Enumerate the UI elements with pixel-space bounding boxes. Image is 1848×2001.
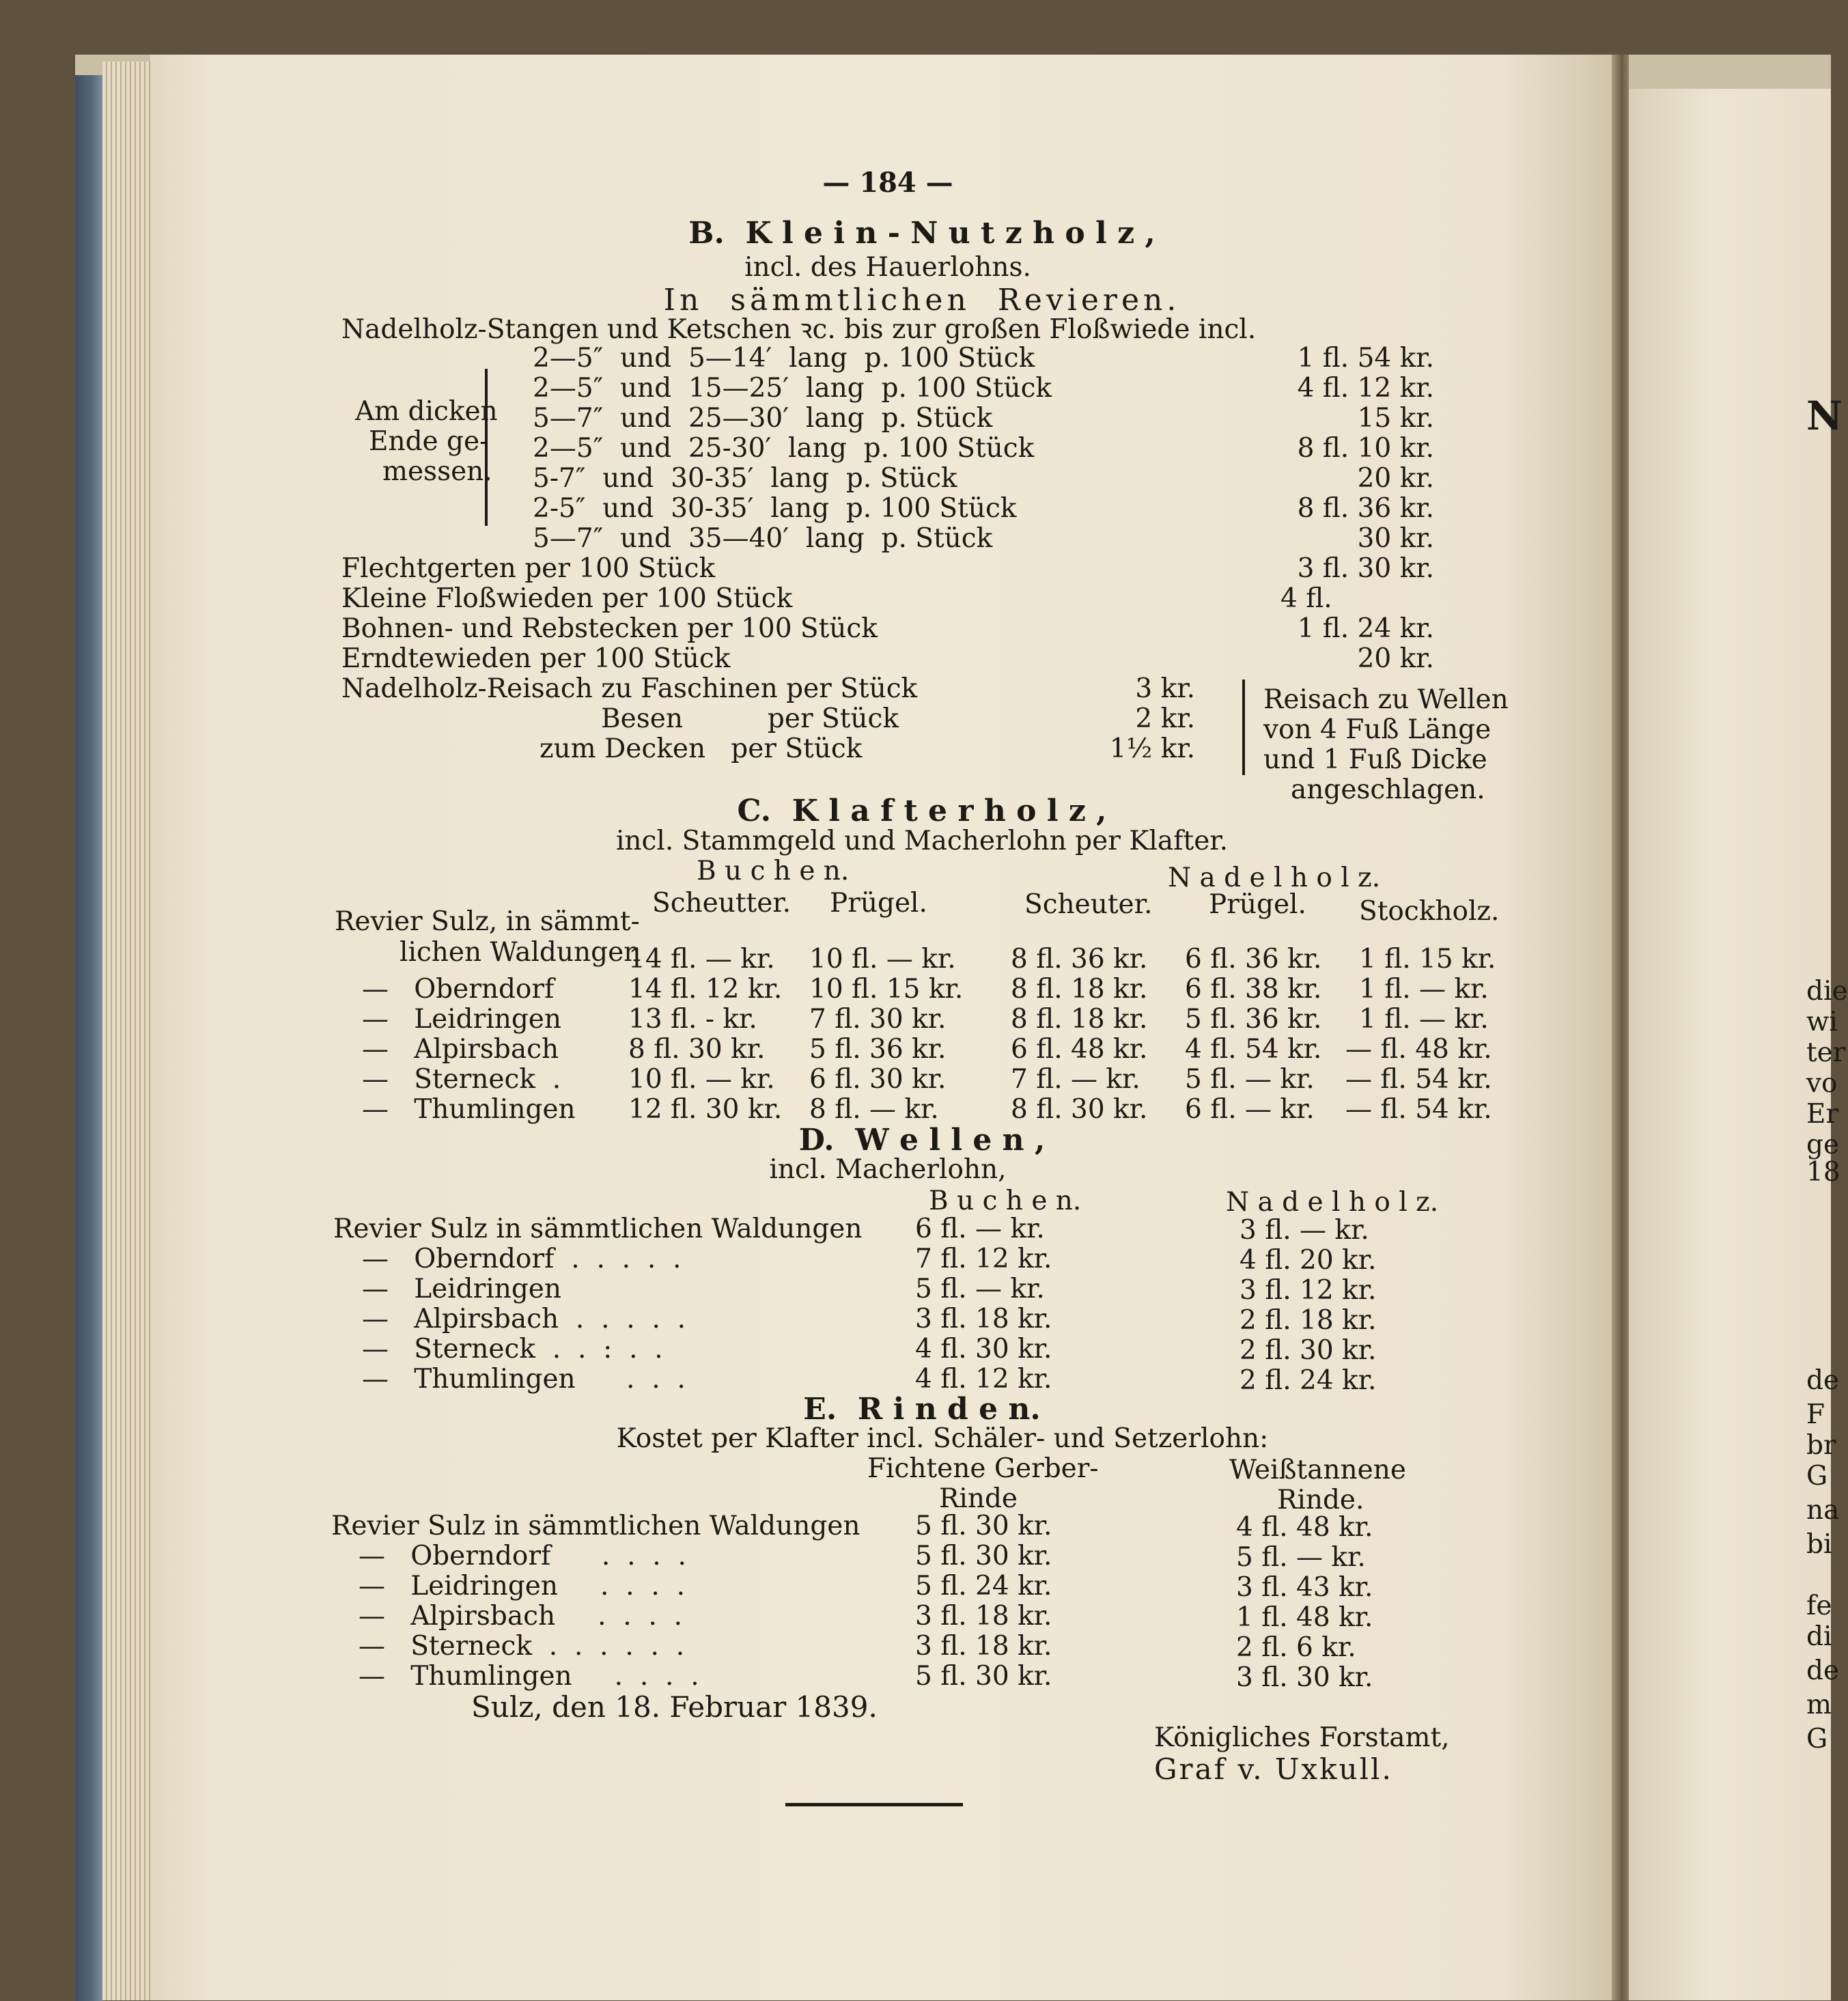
col-header: Scheuter. [1024, 889, 1153, 920]
side-label-1: Am dicken [355, 396, 498, 427]
row-label: lichen Waldungen [400, 937, 641, 968]
list-item-price: 20 kr. [1357, 463, 1434, 494]
table-cell: 3 fl. 18 kr. [915, 1304, 1052, 1334]
page-number: — 184 — [822, 167, 953, 199]
table-cell: 5 fl. — kr. [915, 1274, 1045, 1304]
next-page-fragment: m [1806, 1690, 1832, 1720]
row-label: — Thumlingen . . . [362, 1364, 686, 1395]
group-nadelholz: N a d e l h o l z. [1168, 863, 1381, 893]
next-page-fragment: br [1806, 1430, 1836, 1461]
row-label: — Sterneck . . . . . . [359, 1631, 685, 1662]
table-cell: 6 fl. 36 kr. [1185, 944, 1322, 975]
list-item: 5—7″ und 25—30′ lang p. Stück [533, 403, 993, 434]
table-cell: 8 fl. 30 kr. [628, 1034, 766, 1065]
row-label: Revier Sulz, in sämmt- [335, 906, 640, 937]
next-page-fragment: G [1806, 1724, 1828, 1754]
place-date: Sulz, den 18. Februar 1839. [471, 1690, 878, 1724]
col-buchen: B u c h e n. [929, 1186, 1082, 1216]
next-page-fragment: fe [1806, 1591, 1832, 1621]
table-cell: 7 fl. 12 kr. [915, 1244, 1052, 1274]
next-page-fragment: di [1806, 1621, 1832, 1652]
table-cell: 10 fl. — kr. [809, 944, 956, 975]
row-label: — Leidringen [362, 1004, 562, 1035]
row-label: Revier Sulz in sämmtlichen Waldungen [333, 1214, 863, 1244]
table-cell: 5 fl. 30 kr. [915, 1541, 1052, 1571]
table-cell: — fl. 54 kr. [1345, 1064, 1492, 1095]
table-cell: 8 fl. 36 kr. [1011, 944, 1148, 975]
table-cell: 3 fl. 30 kr. [1236, 1662, 1373, 1693]
col-fichtene-2: Rinde [939, 1483, 1018, 1514]
table-cell: 1 fl. — kr. [1359, 1004, 1489, 1035]
table-cell: 5 fl. 30 kr. [915, 1511, 1052, 1541]
table-cell: 10 fl. — kr. [628, 1064, 775, 1095]
table-cell: 5 fl. 36 kr. [1185, 1004, 1322, 1035]
list-item: 5—7″ und 35—40′ lang p. Stück [533, 523, 993, 554]
table-cell: 3 fl. 43 kr. [1236, 1572, 1373, 1603]
section-d-subtitle: incl. Macherlohn, [769, 1154, 1007, 1185]
list-item-price: 1 fl. 24 kr. [1297, 613, 1434, 644]
table-cell: 5 fl. 30 kr. [915, 1661, 1052, 1692]
table-cell: 5 fl. 24 kr. [915, 1571, 1052, 1601]
col-weisstanne-2: Rinde. [1277, 1485, 1364, 1515]
next-page-fragment: ge [1806, 1130, 1840, 1160]
decken-price: 1½ kr. [1109, 733, 1195, 764]
list-item: 2—5″ und 25-30′ lang p. 100 Stück [533, 433, 1035, 464]
table-cell: 4 fl. 20 kr. [1240, 1245, 1377, 1276]
next-page-fragment: de [1806, 1655, 1840, 1686]
next-page-fragment: 18 [1806, 1157, 1840, 1188]
table-cell: 12 fl. 30 kr. [628, 1094, 783, 1125]
table-cell: 8 fl. — kr. [809, 1094, 939, 1125]
table-cell: 13 fl. - kr. [628, 1004, 757, 1035]
reisach-note-2: von 4 Fuß Länge [1263, 714, 1492, 745]
next-page-fragment: G [1806, 1461, 1828, 1492]
row-label: — Alpirsbach . . . . . [362, 1304, 686, 1334]
table-cell: 4 fl. 12 kr. [915, 1364, 1052, 1395]
row-label: — Thumlingen [362, 1094, 576, 1125]
table-cell: 5 fl. 36 kr. [809, 1034, 947, 1065]
group-buchen: B u c h e n. [697, 856, 850, 886]
section-b-heading: In sämmtlichen Revieren. [663, 283, 1181, 318]
table-cell: 14 fl. — kr. [628, 944, 775, 975]
table-cell: 5 fl. — kr. [1236, 1542, 1366, 1573]
next-page-fragment: bi [1806, 1529, 1832, 1560]
col-fichtene: Fichtene Gerber- [867, 1453, 1099, 1484]
office-name: Königliches Forstamt, [1154, 1722, 1450, 1753]
list-item-price: 20 kr. [1357, 643, 1434, 674]
table-cell: — fl. 54 kr. [1345, 1094, 1492, 1125]
table-cell: 6 fl. — kr. [915, 1214, 1045, 1244]
list-item: 2-5″ und 30-35′ lang p. 100 Stück [533, 493, 1017, 524]
table-cell: 6 fl. 38 kr. [1185, 974, 1322, 1005]
section-e-subtitle: Kostet per Klafter incl. Schäler- und Setzerlohn: [616, 1423, 1269, 1454]
table-cell: 6 fl. 30 kr. [809, 1064, 947, 1095]
table-cell: 3 fl. 18 kr. [915, 1631, 1052, 1662]
row-label: Revier Sulz in sämmtlichen Waldungen [331, 1511, 860, 1541]
next-page-fragment: Er [1806, 1099, 1839, 1130]
list-item-price: 4 fl. 12 kr. [1297, 373, 1434, 404]
reisach-brace [1233, 680, 1245, 775]
list-item: Bohnen- und Rebstecken per 100 Stück [341, 613, 878, 644]
side-label-brace [485, 369, 496, 526]
row-label: — Leidringen [362, 1274, 562, 1304]
table-cell: 1 fl. — kr. [1359, 974, 1489, 1005]
next-page-fragment: de [1806, 1365, 1840, 1396]
list-item-price: 1 fl. 54 kr. [1297, 343, 1434, 374]
table-cell: 4 fl. 54 kr. [1185, 1034, 1322, 1065]
col-header: Stockholz. [1359, 896, 1500, 927]
section-e-title: E. R i n d e n. [803, 1392, 1041, 1427]
list-item-price: 8 fl. 10 kr. [1297, 433, 1434, 464]
list-item: Flechtgerten per 100 Stück [341, 553, 716, 584]
next-page-fragment: F [1806, 1399, 1825, 1430]
table-cell: 1 fl. 15 kr. [1359, 944, 1496, 975]
table-cell: 8 fl. 18 kr. [1011, 1004, 1148, 1035]
table-cell: 2 fl. 24 kr. [1240, 1365, 1377, 1396]
table-cell: 2 fl. 6 kr. [1236, 1632, 1356, 1663]
next-page-fragment: wi [1806, 1007, 1838, 1037]
list-item: 2—5″ und 15—25′ lang p. 100 Stück [533, 373, 1052, 404]
list-item: Erndtewieden per 100 Stück [341, 643, 731, 674]
section-b-subtitle: incl. des Hauerlohns. [744, 252, 1031, 283]
row-label: — Thumlingen . . . . [359, 1661, 699, 1692]
reisach-label: Nadelholz-Reisach zu Faschinen per Stück [341, 673, 918, 704]
list-item: 5-7″ und 30-35′ lang p. Stück [533, 463, 957, 494]
table-cell: 2 fl. 18 kr. [1240, 1305, 1377, 1336]
reisach-note-4: angeschlagen. [1291, 774, 1485, 805]
side-label-3: messen. [382, 456, 492, 487]
col-nadelholz: N a d e l h o l z. [1226, 1187, 1439, 1218]
table-cell: 14 fl. 12 kr. [628, 974, 783, 1005]
list-item-price: 4 fl. [1280, 583, 1332, 614]
row-label: — Sterneck . [362, 1064, 561, 1095]
table-cell: — fl. 48 kr. [1345, 1034, 1492, 1065]
table-cell: 4 fl. 48 kr. [1236, 1512, 1373, 1543]
list-item-price: 8 fl. 36 kr. [1297, 493, 1434, 524]
reisach-note-1: Reisach zu Wellen [1263, 684, 1509, 715]
decken-label: zum Decken per Stück [540, 733, 863, 764]
row-label: — Sterneck . . : . . [362, 1334, 663, 1365]
reisach-price: 3 kr. [1135, 673, 1195, 704]
table-cell: 2 fl. 30 kr. [1240, 1335, 1377, 1366]
besen-label: Besen per Stück [601, 703, 899, 734]
col-header: Scheutter. [652, 888, 792, 919]
page-gutter [1612, 55, 1629, 2000]
row-label: — Alpirsbach . . . . [359, 1601, 683, 1632]
table-cell: 3 fl. 18 kr. [915, 1601, 1052, 1632]
signature: Graf v. Uxkull. [1154, 1752, 1393, 1786]
table-cell: 10 fl. 15 kr. [809, 974, 964, 1005]
reisach-note-3: und 1 Fuß Dicke [1263, 744, 1487, 775]
table-cell: 7 fl. — kr. [1011, 1064, 1140, 1095]
next-page-fragment: die [1806, 976, 1848, 1007]
section-c-subtitle: incl. Stammgeld und Macherlohn per Klafter. [615, 826, 1229, 856]
list-item: 2—5″ und 5—14′ lang p. 100 Stück [533, 343, 1035, 374]
list-item-price: 30 kr. [1357, 523, 1434, 554]
book-spine [75, 75, 102, 2001]
table-cell: 4 fl. 30 kr. [915, 1334, 1052, 1365]
table-cell: 3 fl. — kr. [1240, 1215, 1369, 1246]
table-cell: 8 fl. 30 kr. [1011, 1094, 1148, 1125]
table-cell: 3 fl. 12 kr. [1240, 1275, 1377, 1306]
col-header: Prügel. [830, 888, 927, 919]
list-item-price: 15 kr. [1357, 403, 1434, 434]
next-page-fragment: na [1806, 1495, 1840, 1526]
side-label-2: Ende ge- [369, 426, 489, 457]
besen-price: 2 kr. [1135, 703, 1195, 734]
table-cell: 1 fl. 48 kr. [1236, 1602, 1373, 1633]
col-header: Prügel. [1209, 889, 1306, 920]
next-page-fragment: ter [1806, 1037, 1846, 1068]
section-b-title: B. K l e i n - N u t z h o l z , [688, 216, 1156, 251]
col-weisstanne: Weißtannene [1229, 1455, 1406, 1485]
row-label: — Leidringen . . . . [359, 1571, 685, 1601]
row-label: — Oberndorf [362, 974, 555, 1005]
end-rule [785, 1803, 963, 1806]
next-page-fragment: N [1806, 393, 1843, 439]
section-d-title: D. W e l l e n , [798, 1123, 1046, 1158]
table-cell: 5 fl. — kr. [1185, 1064, 1315, 1095]
table-cell: 6 fl. — kr. [1185, 1094, 1315, 1125]
row-label: — Alpirsbach [362, 1034, 559, 1065]
page-edges [102, 61, 150, 2000]
next-page-fragment: vo [1806, 1068, 1838, 1099]
section-c-title: C. K l a f t e r h o l z , [737, 794, 1107, 828]
table-cell: 6 fl. 48 kr. [1011, 1034, 1148, 1065]
row-label: — Oberndorf . . . . . [362, 1244, 682, 1274]
list-item: Kleine Floßwieden per 100 Stück [341, 583, 793, 614]
section-b-intro: Nadelholz-Stangen und Ketschen ꝛc. bis zur großen Floßwiede incl. [341, 314, 1257, 345]
table-cell: 7 fl. 30 kr. [809, 1004, 947, 1035]
list-item-price: 3 fl. 30 kr. [1297, 553, 1434, 584]
next-page-edge [1629, 89, 1831, 2000]
table-cell: 8 fl. 18 kr. [1011, 974, 1148, 1005]
row-label: — Oberndorf . . . . [359, 1541, 686, 1571]
